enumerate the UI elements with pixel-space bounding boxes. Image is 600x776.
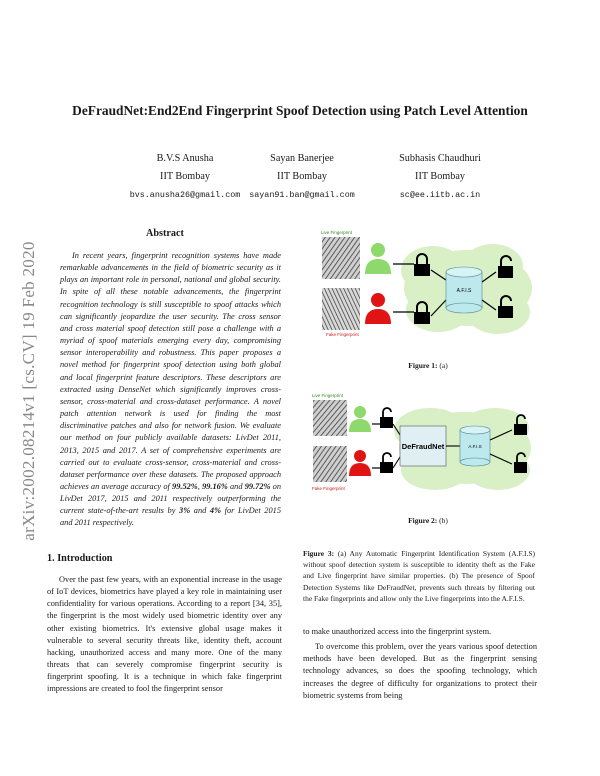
figure-2-caption: Figure 2: (b) [408,516,448,525]
fake-fingerprint-image [313,446,347,482]
fake-person-icon [365,293,391,324]
live-person-icon [365,243,391,274]
author-name: Sayan Banerjee [270,153,334,164]
author-2 [232,150,372,204]
author-email: sayan91.ban@gmail.com [249,190,355,200]
figure-3-caption: Figure 3: (a) Any Automatic Fingerprint Identification System (A.F.I.S) without spoof detection system is susceptible to identity theft as the Fake and Live fingerprint have similar properties. (b) The presence of Spoof Detection Systems like DeFraudNet, prevents such threats by filtering out the Fake fingerprints and allow only the Live fingerprints into the A.F.I.S. [303,549,535,603]
fake-fingerprint-label: Fake Fingerprint [326,332,359,337]
fake-person-icon [349,450,371,476]
author-name: B.V.S Anusha [156,153,214,164]
introduction-heading: 1. Introduction [47,553,113,564]
arxiv-identifier: arXiv:2002.08214v1 [cs.CV] 19 Feb 2020 [19,241,38,541]
live-fingerprint-label: Live Fingerprint [312,393,344,398]
right-column-text [303,626,537,702]
gain-2011: 4% [209,506,222,516]
author-1 [120,150,250,204]
abstract-body: In recent years, fingerprint recognition systems have made remarkable advancements in the field of biometric security as it plays an important role in personal, national and global security. In spite of all these notable advancements, the fingerprint recognition technology is still susceptible to spoof attacks which can significantly jeopardize the user security. The cross sensor and cross material spoof detection still pose a challenge with a myriad of spoof materials emerging every day, compromising sensor interoperability and robustness. This paper proposes a novel method for fingerprint spoof detection using both global and local fingerprint feature descriptors. These descriptors are extracted using DenseNet which significantly improves cross-sensor, cross-material and cross-dataset performance. A novel patch attention network is used for finding the most discriminative patches and also for network fusion. We evaluate our method on four publicly available datasets: LivDet 2011, 2013, 2015 and 2017. A set of comprehensive experiments are carried out to evaluate cross-sensor, cross-material and cross-dataset performance over these datasets. The proposed approach achieves an average accuracy of 99.52%, 99.16% and 99.72% on LivDet 2017, 2015 and 2011 respectively outperforming the current state-of-the-art results by 3% and 4% for LivDet 2015 and 2011 respectively. [60,251,282,528]
author-affiliation: IIT Bombay [277,171,327,182]
defraudnet-label: DeFraudNet [401,442,445,451]
figure-1-caption: Figure 1: (a) [408,361,448,370]
fake-fingerprint-label: Fake Fingerprint [312,486,345,491]
author-affiliation: IIT Bombay [160,171,210,182]
live-fingerprint-label: Live Fingerprint [321,230,353,235]
fake-fingerprint-image [322,288,360,330]
paragraph-text: To overcome this problem, over the years various spoof detection methods have been developed. But as the fingerprint sensing technology advances, so does the spoofing technology, which increases the degree of difficulty for organizations to protect their biometric systems from being [303,642,537,700]
gain-2015: 3% [179,506,191,516]
unlock-icon [380,408,393,428]
live-person-icon [349,406,371,432]
author-email: bvs.anusha26@gmail.com [129,190,241,200]
live-fingerprint-image [313,400,347,436]
accuracy-2017: 99.52% [172,481,198,491]
database-label: A.F.I.S [468,444,482,449]
unlock-icon [380,453,393,473]
continuation-text: to make unauthorized access into the fingerprint system. [303,627,492,636]
database-label: A.F.I.S [456,288,472,294]
figure-1-diagram [318,226,538,354]
author-name: Subhasis Chaudhuri [399,153,481,164]
accuracy-2011: 99.72% [244,481,271,491]
live-fingerprint-image [322,237,360,279]
author-email: sc@ee.iitb.ac.in [399,190,481,200]
author-affiliation: IIT Bombay [415,171,465,182]
paper-title: DeFraudNet:End2End Fingerprint Spoof Detection using Patch Level Attention [72,103,528,118]
author-3 [375,150,505,204]
introduction-body: Over the past few years, with an exponential increase in the usage of IoT devices, biometrics have played a key role in maintaining user confidentiality for various operations. According to a report [34, 35], the fingerprint is the most widely used biometric identity over any other existing biometrics. It's extensive global usage makes it vulnerable to several security threats like, identity theft, account hacking, unauthorized access and many more. One of the many threats that can severely compromise fingerprint security is fingerprint spoofing. It is a technique in which fake fingerprint impressions are created to fool the fingerprint sensor [47,575,282,694]
abstract-heading: Abstract [146,228,184,239]
figure-2-diagram [310,392,538,504]
accuracy-2015: 99.16% [202,481,228,491]
